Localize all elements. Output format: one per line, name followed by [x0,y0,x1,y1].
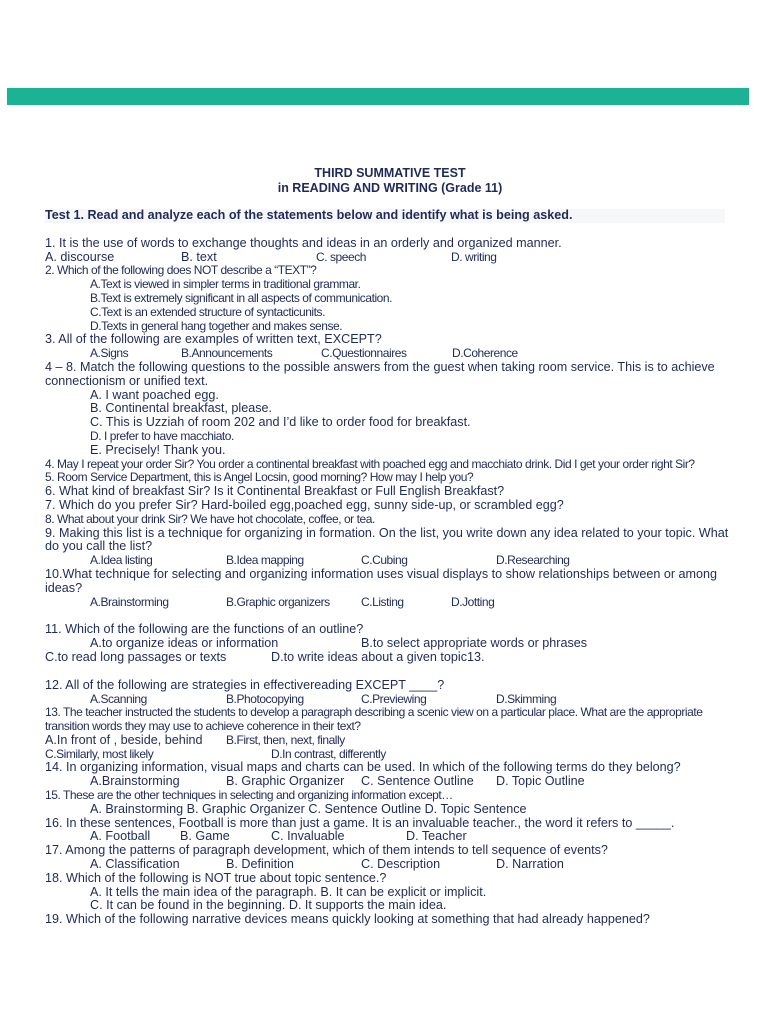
option-b: B.Photocopying [226,691,304,706]
option-b: B. Game [180,829,230,844]
option-a: A.Signs [90,346,129,361]
option-c: C.Similarly, most likely [45,746,154,761]
option-a: A.Idea listing [90,553,153,568]
option-b: B.First, then, next, finally [226,732,345,747]
page-subtitle: in READING AND WRITING (Grade 11) [277,181,503,195]
question-15-options: A. Brainstorming B. Graphic Organizer C. Sentence Outline D. Topic Sentence [90,801,527,816]
option-a: A. Football [90,829,151,844]
question-10-options [45,596,735,610]
option-c: C. Sentence Outline [361,774,474,789]
option-d: D. Teacher [406,829,467,844]
question-13-options-1 [45,734,735,748]
option-d: D.Coherence [452,346,518,361]
option-b: B. Graphic Organizer [226,774,345,789]
option-c: C.Listing [361,594,404,609]
question-16-options [45,830,735,844]
option-b: B.Graphic organizers [226,594,330,609]
question-1-options [45,251,735,265]
option-c: C.Cubing [361,553,408,568]
question-3-options [45,347,735,361]
option-b: B. text [181,249,217,264]
question-11-options-2 [45,651,735,665]
option-a: A.In front of , beside, behind [45,732,203,747]
option-b: B.Idea mapping [226,553,304,568]
question-18: 18. Which of the following is NOT true about topic sentence.? [45,870,387,885]
option-d: D.In contrast, differently [271,746,386,761]
question-19: 19. Which of the following narrative devices means quickly looking at something that had already happened? [45,912,650,927]
test-document [45,166,735,927]
question-12: 12. All of the following are strategies in effectivereading EXCEPT ____? [45,677,445,692]
accent-bar [7,88,749,105]
option-d: D. Narration [496,857,564,872]
option-c: C.to read long passages or texts [45,649,227,664]
question-12-options [45,693,735,707]
question-10: 10.What technique for selecting and organizing information uses visual displays to show relationships between or among ideas? [45,566,718,595]
question-5: 5. Room Service Department, this is Angel Locsin, good morning? How may I help you? [45,470,474,485]
answer-d: D. I prefer to have macchiato. [90,428,234,443]
option-d: D.Skimming [496,691,557,706]
option-d: D. writing [451,249,497,264]
question-1: 1. It is the use of words to exchange thoughts and ideas in an orderly and organized manner. [45,235,562,250]
option-a: A.Brainstorming [90,594,169,609]
question-2-option-b: B.Text is extremely significant in all aspects of communication. [90,290,393,305]
question-13-options-2 [45,748,735,762]
option-b: B.to select appropriate words or phrases [361,636,588,651]
option-a: A.to organize ideas or information [90,636,279,651]
answer-c: C. This is Uzziah of room 202 and I’d like to order food for breakfast. [90,415,471,430]
page-title: THIRD SUMMATIVE TEST [314,166,466,180]
question-2-option-a: A.Text is viewed in simpler terms in traditional grammar. [90,277,361,292]
question-4-8: 4 – 8. Match the following questions to the possible answers from the guest when taking room service. This is to achieve connectionism or unified text. [45,359,715,388]
question-2: 2. Which of the following does NOT describe a “TEXT”? [45,263,317,278]
option-d: D. Topic Outline [496,774,585,789]
question-14: 14. In organizing information, visual maps and charts can be used. In which of the following terms do they belong? [45,760,681,775]
question-3: 3. All of the following are examples of written text, EXCEPT? [45,332,382,347]
question-16: 16. In these sentences, Football is more than just a game. It is an invaluable teacher., the word it refers to _____. [45,815,675,830]
option-b: B. Definition [226,857,294,872]
question-4: 4. May I repeat your order Sir? You order a continental breakfast with poached egg and macchiato drink. Did I get your order right Sir? [45,456,695,471]
question-11-options-1 [45,637,735,651]
test-instruction: Test 1. Read and analyze each of the statements below and identify what is being asked. [45,209,725,223]
question-9: 9. Making this list is a technique for organizing in formation. On the list, you write down any idea related to your topic. What do you call the list? [45,525,729,554]
question-14-options [45,775,735,789]
option-b: B.Announcements [181,346,273,361]
question-11: 11. Which of the following are the functions of an outline? [45,622,364,637]
question-2-option-d: D.Texts in general hang together and makes sense. [90,318,343,333]
question-13: 13. The teacher instructed the students to develop a paragraph describing a scenic view on a particular place. What are the appropriate transition words they may use to achieve coherence in their text? [45,705,703,734]
question-8: 8. What about your drink Sir? We have hot chocolate, coffee, or tea. [45,511,375,526]
option-a: A.Brainstorming [90,774,180,789]
question-7: 7. Which do you prefer Sir? Hard-boiled egg,poached egg, sunny side-up, or scrambled egg? [45,497,564,512]
option-a: A. Classification [90,857,180,872]
option-a: A.Scanning [90,691,147,706]
question-15: 15. These are the other techniques in selecting and organizing information except… [45,788,453,803]
question-18-options-cd: C. It can be found in the beginning. D. It supports the main idea. [90,898,447,913]
question-9-options [45,554,735,568]
answer-a: A. I want poached egg. [90,387,219,402]
option-c: C. Invaluable [271,829,345,844]
question-2-option-c: C.Text is an extended structure of syntacticunits. [90,304,325,319]
option-d: D.Jotting [451,594,495,609]
option-d: D.to write ideas about a given topic13. [271,649,485,664]
answer-b: B. Continental breakfast, please. [90,401,273,416]
option-c: C. Description [361,857,441,872]
question-6: 6. What kind of breakfast Sir? Is it Continental Breakfast or Full English Breakfast? [45,484,505,499]
option-c: C.Questionnaires [321,346,407,361]
option-a: A. discourse [45,249,115,264]
option-d: D.Researching [496,553,570,568]
option-c: C.Previewing [361,691,427,706]
option-c: C. speech [316,249,366,264]
question-17-options [45,858,735,872]
answer-e: E. Precisely! Thank you. [90,442,226,457]
question-18-options-ab: A. It tells the main idea of the paragraph. B. It can be explicit or implicit. [90,884,487,899]
question-17: 17. Among the patterns of paragraph development, which of them intends to tell sequence of events? [45,843,608,858]
